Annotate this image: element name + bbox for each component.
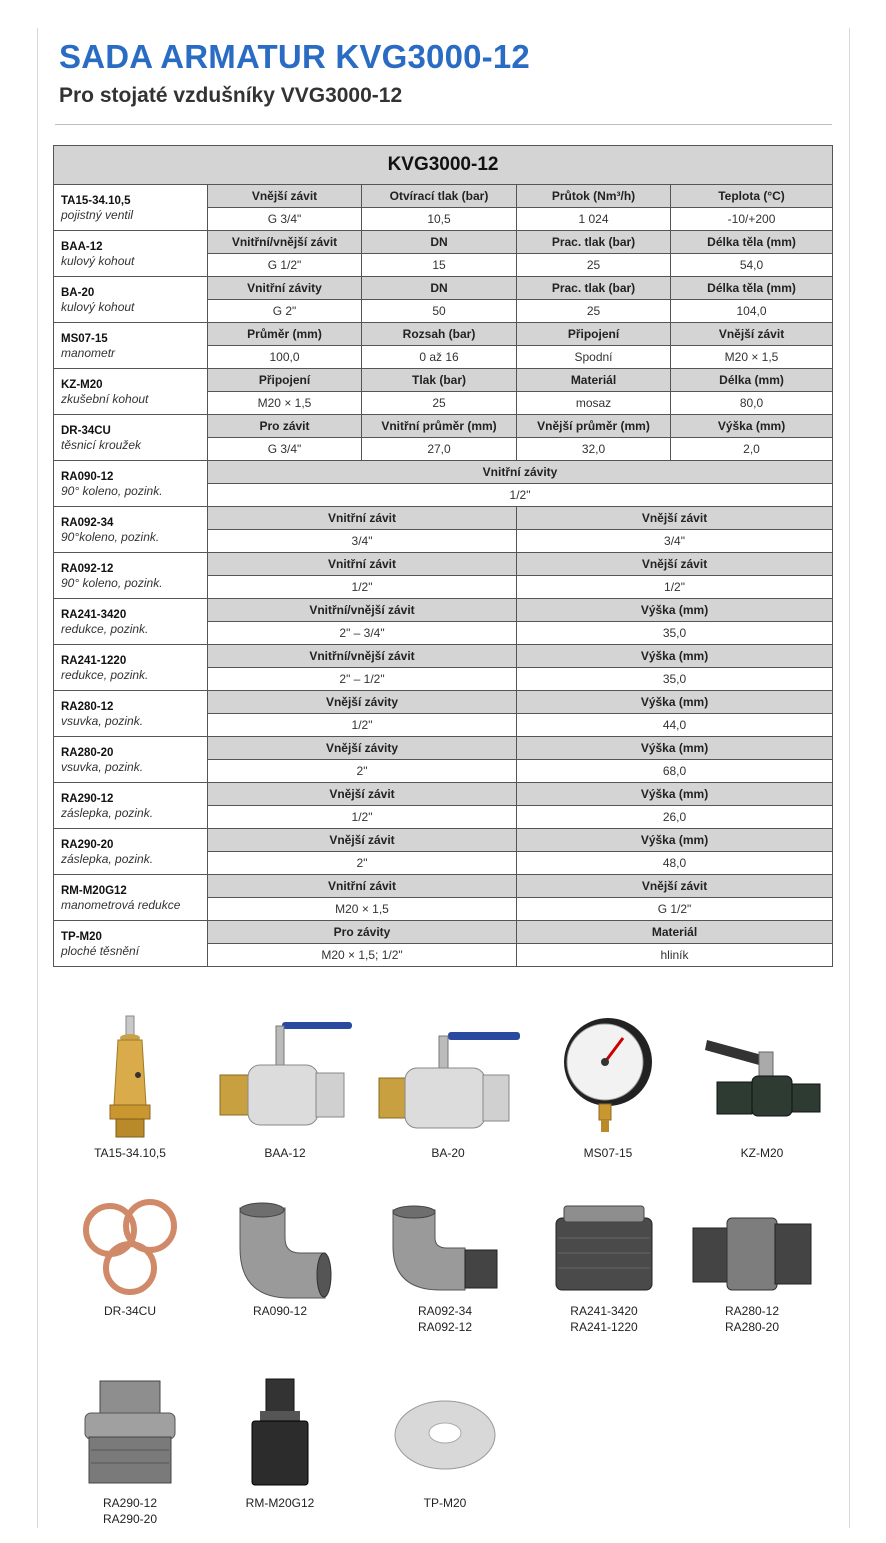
param-value: M20 × 1,5 — [671, 346, 833, 369]
item-cell — [54, 415, 208, 461]
spec-table — [53, 145, 833, 967]
item-description: záslepka, pozink. — [61, 851, 154, 866]
product-rm-m20g12 — [205, 1375, 355, 1511]
product-caption: TP-M20 — [423, 1496, 467, 1510]
copper-rings-icon — [70, 1198, 190, 1303]
spec-row — [54, 737, 833, 760]
product-ms07 — [533, 1010, 683, 1161]
product-ra290 — [55, 1375, 205, 1527]
product-tp-m20 — [370, 1375, 520, 1511]
param-label: Otvírací tlak (bar) — [362, 185, 517, 208]
product-ra092 — [370, 1198, 520, 1335]
spec-row — [54, 185, 833, 208]
param-label: Výška (mm) — [517, 783, 833, 806]
item-cell — [54, 553, 208, 599]
spec-row — [54, 369, 833, 392]
param-value: 68,0 — [517, 760, 833, 783]
param-value: 3/4" — [517, 530, 833, 553]
product-caption: RA092-12 — [417, 1320, 473, 1334]
item-description: vsuvka, pozink. — [61, 713, 144, 728]
item-code: RA290-12 — [61, 792, 114, 805]
param-label: Vnější závit — [208, 185, 362, 208]
param-value: 26,0 — [517, 806, 833, 829]
param-label: Pro závity — [208, 921, 517, 944]
spec-row — [54, 415, 833, 438]
item-cell — [54, 599, 208, 645]
spec-row — [54, 875, 833, 898]
param-value: 35,0 — [517, 622, 833, 645]
param-label: Výška (mm) — [671, 415, 833, 438]
param-label: Délka těla (mm) — [671, 277, 833, 300]
product-caption: RM-M20G12 — [245, 1496, 315, 1510]
spec-row — [54, 461, 833, 484]
item-code: DR-34CU — [61, 424, 111, 437]
param-label: Výška (mm) — [517, 645, 833, 668]
param-value: 3/4" — [208, 530, 517, 553]
spec-row — [54, 323, 833, 346]
param-label: Vnitřní závity — [208, 277, 362, 300]
product-caption: RA280-20 — [724, 1320, 780, 1334]
item-code: BAA-12 — [61, 240, 103, 253]
item-code: MS07-15 — [61, 332, 108, 345]
spec-row — [54, 645, 833, 668]
gauge-adapter-icon — [230, 1375, 330, 1495]
ball-valve-icon — [210, 1010, 360, 1145]
product-ra090 — [205, 1198, 355, 1319]
param-label: Materiál — [517, 921, 833, 944]
param-value: G 3/4" — [208, 208, 362, 231]
param-value: 2" – 1/2" — [208, 668, 517, 691]
param-label: Délka těla (mm) — [671, 231, 833, 254]
product-ba20 — [373, 1010, 523, 1161]
param-label: DN — [362, 231, 517, 254]
item-cell — [54, 185, 208, 231]
product-dr34cu — [55, 1198, 205, 1319]
param-label: Prac. tlak (bar) — [517, 231, 671, 254]
param-label: Vnější závit — [517, 553, 833, 576]
item-description: 90°koleno, pozink. — [61, 529, 160, 544]
param-label: Vnější průměr (mm) — [517, 415, 671, 438]
param-value: 0 až 16 — [362, 346, 517, 369]
param-value: 2" – 3/4" — [208, 622, 517, 645]
param-value: 100,0 — [208, 346, 362, 369]
elbow-icon — [220, 1198, 340, 1303]
param-label: Vnitřní závit — [208, 507, 517, 530]
param-label: Průměr (mm) — [208, 323, 362, 346]
param-value: 1/2" — [208, 714, 517, 737]
param-value: 15 — [362, 254, 517, 277]
param-value: 25 — [517, 300, 671, 323]
item-cell — [54, 507, 208, 553]
item-description: pojistný ventil — [61, 207, 134, 222]
spec-row — [54, 553, 833, 576]
item-description: manometrová redukce — [61, 897, 181, 912]
param-label: Průtok (Nm³/h) — [517, 185, 671, 208]
param-value: 1/2" — [517, 576, 833, 599]
spec-row — [54, 921, 833, 944]
param-value: M20 × 1,5; 1/2" — [208, 944, 517, 967]
item-cell — [54, 829, 208, 875]
item-description: kulový kohout — [61, 253, 135, 268]
table-title: KVG3000-12 — [54, 146, 833, 185]
param-label: Vnější závit — [208, 783, 517, 806]
item-cell — [54, 231, 208, 277]
param-value: 1/2" — [208, 806, 517, 829]
param-label: Vnitřní závit — [208, 553, 517, 576]
page-title: SADA ARMATUR KVG3000-12 — [59, 38, 530, 75]
spec-row — [54, 829, 833, 852]
param-label: Vnější závity — [208, 691, 517, 714]
param-value: 27,0 — [362, 438, 517, 461]
product-caption: RA090-12 — [252, 1304, 308, 1318]
param-label: Rozsah (bar) — [362, 323, 517, 346]
elbow-male-icon — [385, 1198, 505, 1303]
param-label: Pro závit — [208, 415, 362, 438]
param-value: M20 × 1,5 — [208, 392, 362, 415]
item-code: RA241-1220 — [61, 654, 127, 667]
item-description: zkušební kohout — [61, 391, 149, 406]
product-gallery — [55, 1010, 832, 1530]
param-value: 2" — [208, 852, 517, 875]
param-label: Délka (mm) — [671, 369, 833, 392]
nipple-icon — [687, 1198, 817, 1303]
item-code: RA290-20 — [61, 838, 114, 851]
spec-row — [54, 783, 833, 806]
param-label: Vnitřní závity — [208, 461, 833, 484]
product-caption: BAA-12 — [264, 1146, 306, 1160]
param-label: Výška (mm) — [517, 829, 833, 852]
item-description: vsuvka, pozink. — [61, 759, 144, 774]
param-value: G 3/4" — [208, 438, 362, 461]
item-cell — [54, 691, 208, 737]
spec-row — [54, 507, 833, 530]
param-value: 25 — [517, 254, 671, 277]
param-label: Připojení — [517, 323, 671, 346]
param-label: Teplota (°C) — [671, 185, 833, 208]
param-value: 54,0 — [671, 254, 833, 277]
item-description: ploché těsnění — [61, 943, 140, 958]
param-label: Vnitřní/vnější závit — [208, 645, 517, 668]
param-label: Vnitřní průměr (mm) — [362, 415, 517, 438]
param-value: 44,0 — [517, 714, 833, 737]
reducer-icon — [544, 1198, 664, 1303]
param-label: Vnitřní/vnější závit — [208, 231, 362, 254]
param-value: mosaz — [517, 392, 671, 415]
ball-valve-icon — [373, 1010, 523, 1145]
spec-table-header — [54, 146, 833, 185]
product-caption: RA280-12 — [724, 1304, 780, 1318]
param-value: 50 — [362, 300, 517, 323]
item-code: TP-M20 — [61, 930, 102, 943]
product-caption: RA290-12 — [102, 1496, 158, 1510]
param-value: 32,0 — [517, 438, 671, 461]
item-description: redukce, pozink. — [61, 621, 149, 636]
product-ra241 — [529, 1198, 679, 1335]
item-description: redukce, pozink. — [61, 667, 149, 682]
param-value: 104,0 — [671, 300, 833, 323]
item-cell — [54, 783, 208, 829]
product-caption: RA290-20 — [102, 1512, 158, 1526]
param-value: 35,0 — [517, 668, 833, 691]
product-caption: KZ-M20 — [740, 1146, 784, 1160]
param-label: Připojení — [208, 369, 362, 392]
param-value: G 2" — [208, 300, 362, 323]
product-caption: MS07-15 — [583, 1146, 633, 1160]
param-value: 1/2" — [208, 484, 833, 507]
product-caption: BA-20 — [431, 1146, 465, 1160]
page-subtitle: Pro stojaté vzdušníky VVG3000-12 — [59, 84, 403, 107]
param-value: G 1/2" — [208, 254, 362, 277]
item-code: RA092-34 — [61, 516, 114, 529]
product-ra280 — [677, 1198, 827, 1335]
plug-icon — [65, 1375, 195, 1495]
param-value: hliník — [517, 944, 833, 967]
param-label: Materiál — [517, 369, 671, 392]
item-code: RM-M20G12 — [61, 884, 127, 897]
spec-row — [54, 691, 833, 714]
param-value: 2,0 — [671, 438, 833, 461]
param-label: DN — [362, 277, 517, 300]
item-code: RA280-20 — [61, 746, 114, 759]
product-caption: RA092-34 — [417, 1304, 473, 1318]
param-value: 25 — [362, 392, 517, 415]
item-description: 90° koleno, pozink. — [61, 483, 163, 498]
product-kzm20 — [687, 1010, 837, 1161]
item-code: RA280-12 — [61, 700, 114, 713]
param-value: 2" — [208, 760, 517, 783]
product-ta15 — [55, 1010, 205, 1161]
product-caption: DR-34CU — [103, 1304, 156, 1318]
param-value: -10/+200 — [671, 208, 833, 231]
param-label: Výška (mm) — [517, 691, 833, 714]
param-label: Vnější závity — [208, 737, 517, 760]
item-description: manometr — [61, 345, 116, 360]
spec-row — [54, 599, 833, 622]
item-cell — [54, 369, 208, 415]
param-value: Spodní — [517, 346, 671, 369]
param-label: Vnitřní/vnější závit — [208, 599, 517, 622]
item-code: KZ-M20 — [61, 378, 103, 391]
item-cell — [54, 875, 208, 921]
param-value: 80,0 — [671, 392, 833, 415]
item-description: 90° koleno, pozink. — [61, 575, 163, 590]
spec-row — [54, 277, 833, 300]
param-value: G 1/2" — [517, 898, 833, 921]
param-value: 1 024 — [517, 208, 671, 231]
item-cell — [54, 921, 208, 967]
product-caption: TA15-34.10,5 — [94, 1146, 166, 1160]
param-label: Vnější závit — [517, 875, 833, 898]
item-code: BA-20 — [61, 286, 95, 299]
param-value: 10,5 — [362, 208, 517, 231]
item-description: kulový kohout — [61, 299, 135, 314]
product-caption: RA241-3420 — [570, 1304, 638, 1318]
item-code: RA241-3420 — [61, 608, 127, 621]
title-divider — [55, 124, 832, 125]
test-cock-icon — [697, 1010, 827, 1145]
param-label: Tlak (bar) — [362, 369, 517, 392]
param-label: Vnější závit — [208, 829, 517, 852]
param-label: Vnitřní závit — [208, 875, 517, 898]
param-label: Vnější závit — [517, 507, 833, 530]
flat-washer-icon — [385, 1375, 505, 1495]
spec-row — [54, 231, 833, 254]
item-cell — [54, 461, 208, 507]
param-value: 1/2" — [208, 576, 517, 599]
param-label: Vnější závit — [671, 323, 833, 346]
item-cell — [54, 737, 208, 783]
item-cell — [54, 323, 208, 369]
product-baa12 — [210, 1010, 360, 1161]
item-code: RA092-12 — [61, 562, 114, 575]
manometer-icon — [553, 1010, 663, 1145]
item-description: těsnicí kroužek — [61, 437, 142, 452]
param-value: M20 × 1,5 — [208, 898, 517, 921]
product-caption: RA241-1220 — [570, 1320, 638, 1334]
param-label: Výška (mm) — [517, 599, 833, 622]
item-code: TA15-34.10,5 — [61, 194, 131, 207]
item-description: záslepka, pozink. — [61, 805, 154, 820]
item-cell — [54, 277, 208, 323]
param-value: 48,0 — [517, 852, 833, 875]
param-label: Výška (mm) — [517, 737, 833, 760]
safety-valve-icon — [80, 1010, 180, 1145]
item-code: RA090-12 — [61, 470, 114, 483]
param-label: Prac. tlak (bar) — [517, 277, 671, 300]
item-cell — [54, 645, 208, 691]
